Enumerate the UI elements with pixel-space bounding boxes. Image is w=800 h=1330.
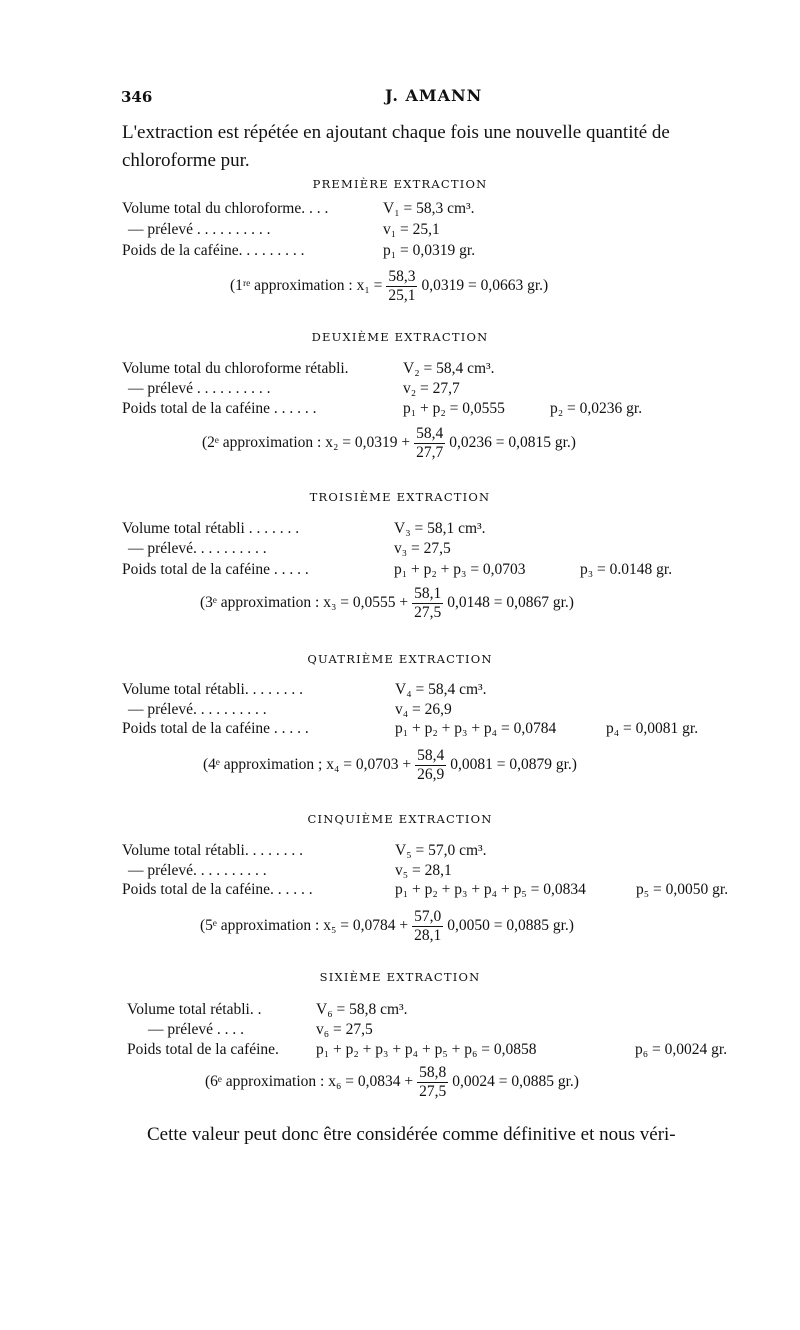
- fraction-numerator: 58,4: [416, 425, 444, 442]
- fraction-denominator: 27,5: [414, 604, 442, 621]
- section-title: TROISIÈME EXTRACTION: [309, 490, 491, 504]
- approximation-formula: [200, 585, 574, 622]
- row-label: — prélevé . . . . . . . . . .: [128, 380, 271, 397]
- row-label: Poids total de la caféine . . . . .: [122, 720, 309, 737]
- approx-left: (6ᵉ approximation : x₆ = 0,0834 +: [205, 1073, 414, 1091]
- approx-right: 0,0319 = 0,0663 gr.): [421, 277, 549, 295]
- row-label: Volume total rétabli. . . . . . . .: [122, 681, 303, 698]
- row-label: Poids total de la caféine . . . . . .: [122, 400, 317, 417]
- fraction: [412, 585, 443, 622]
- row-label: Poids total de la caféine . . . . .: [122, 561, 309, 578]
- approx-left: (2ᵉ approximation : x₂ = 0,0319 +: [202, 434, 411, 452]
- fraction: [386, 268, 417, 305]
- row-label: Poids de la caféine. . . . . . . . .: [122, 242, 305, 259]
- row-value: v₆ = 27,5: [316, 1021, 373, 1038]
- row-value: V₂ = 58,4 cm³.: [403, 360, 495, 377]
- section-title: PREMIÈRE EXTRACTION: [312, 177, 488, 191]
- fraction-denominator: 25,1: [388, 287, 416, 304]
- row-value: p₁ + p₂ + p₃ + p₄ + p₅ = 0,0834: [395, 881, 586, 898]
- approx-left: (4ᵉ approximation ; x₄ = 0,0703 +: [203, 756, 412, 774]
- section-title: SIXIÈME EXTRACTION: [319, 970, 481, 984]
- approx-left: (1ʳᵉ approximation : x₁ =: [230, 277, 383, 295]
- row-extra: p₅ = 0,0050 gr.: [636, 881, 729, 898]
- row-label: Poids total de la caféine.: [127, 1041, 279, 1058]
- fraction-denominator: 26,9: [417, 766, 445, 783]
- row-label: Volume total du chloroforme. . . .: [122, 200, 329, 217]
- conclusion-line: Cette valeur peut donc être considérée comme définitive et nous véri-: [147, 1124, 676, 1145]
- row-value: V₃ = 58,1 cm³.: [394, 520, 486, 537]
- row-label: — prélevé . . . . . . . . . .: [128, 221, 271, 238]
- row-value: V₆ = 58,8 cm³.: [316, 1001, 408, 1018]
- approx-right: 0,0148 = 0,0867 gr.): [447, 594, 574, 612]
- fraction-numerator: 58,8: [419, 1064, 447, 1081]
- row-label: — prélevé. . . . . . . . . .: [128, 701, 267, 718]
- row-extra: p₆ = 0,0024 gr.: [635, 1041, 728, 1058]
- fraction-denominator: 28,1: [414, 927, 442, 944]
- row-value: p₁ + p₂ = 0,0555: [403, 400, 505, 417]
- row-value: v₁ = 25,1: [383, 221, 440, 238]
- approximation-formula: [205, 1064, 579, 1101]
- fraction-denominator: 27,7: [416, 444, 444, 461]
- row-value: v₅ = 28,1: [395, 862, 452, 879]
- row-extra: p₂ = 0,0236 gr.: [550, 400, 643, 417]
- section-title: CINQUIÈME EXTRACTION: [307, 812, 493, 826]
- fraction: [415, 747, 446, 784]
- row-label: Volume total rétabli. . . . . . . .: [122, 842, 303, 859]
- row-value: p₁ = 0,0319 gr.: [383, 242, 476, 259]
- approx-left: (5ᵉ approximation : x₅ = 0,0784 +: [200, 917, 409, 935]
- running-header-author: J. AMANN: [385, 86, 483, 105]
- section-title: QUATRIÈME EXTRACTION: [307, 652, 493, 666]
- row-extra: p₃ = 0.0148 gr.: [580, 561, 673, 578]
- fraction: [414, 425, 445, 462]
- approximation-formula: [202, 425, 576, 462]
- approximation-formula: [230, 268, 548, 305]
- row-value: V₄ = 58,4 cm³.: [395, 681, 487, 698]
- row-value: V₁ = 58,3 cm³.: [383, 200, 475, 217]
- row-value: v₃ = 27,5: [394, 540, 451, 557]
- row-label: Volume total rétabli . . . . . . .: [122, 520, 300, 537]
- row-extra: p₄ = 0,0081 gr.: [606, 720, 699, 737]
- row-label: — prélevé. . . . . . . . . .: [128, 862, 267, 879]
- row-value: v₂ = 27,7: [403, 380, 460, 397]
- row-label: Poids total de la caféine. . . . . .: [122, 881, 313, 898]
- approx-right: 0,0024 = 0,0885 gr.): [452, 1073, 579, 1091]
- approximation-formula: [203, 747, 577, 784]
- approximation-formula: [200, 908, 574, 945]
- row-value: V₅ = 57,0 cm³.: [395, 842, 487, 859]
- approx-right: 0,0081 = 0,0879 gr.): [450, 756, 577, 774]
- fraction-numerator: 58,3: [388, 268, 416, 285]
- row-label: Volume total rétabli. .: [127, 1001, 262, 1018]
- row-label: — prélevé . . . .: [148, 1021, 244, 1038]
- fraction-numerator: 57,0: [414, 908, 442, 925]
- approx-left: (3ᵉ approximation : x₃ = 0,0555 +: [200, 594, 409, 612]
- row-value: p₁ + p₂ + p₃ + p₄ = 0,0784: [395, 720, 557, 737]
- row-label: Volume total du chloroforme rétabli.: [122, 360, 349, 377]
- row-value: p₁ + p₂ + p₃ = 0,0703: [394, 561, 526, 578]
- intro-paragraph: L'extraction est répétée en ajoutant chaque fois une nouvelle quantité de chloroforme pur.: [122, 122, 670, 171]
- row-label: — prélevé. . . . . . . . . .: [128, 540, 267, 557]
- page-number: 346: [121, 88, 153, 106]
- fraction: [412, 908, 443, 945]
- fraction-numerator: 58,1: [414, 585, 442, 602]
- approx-right: 0,0236 = 0,0815 gr.): [449, 434, 576, 452]
- fraction-denominator: 27,5: [419, 1083, 447, 1100]
- approx-right: 0,0050 = 0,0885 gr.): [447, 917, 574, 935]
- fraction: [417, 1064, 448, 1101]
- row-value: p₁ + p₂ + p₃ + p₄ + p₅ + p₆ = 0,0858: [316, 1041, 537, 1058]
- section-title: DEUXIÈME EXTRACTION: [311, 330, 489, 344]
- row-value: v₄ = 26,9: [395, 701, 452, 718]
- fraction-numerator: 58,4: [417, 747, 445, 764]
